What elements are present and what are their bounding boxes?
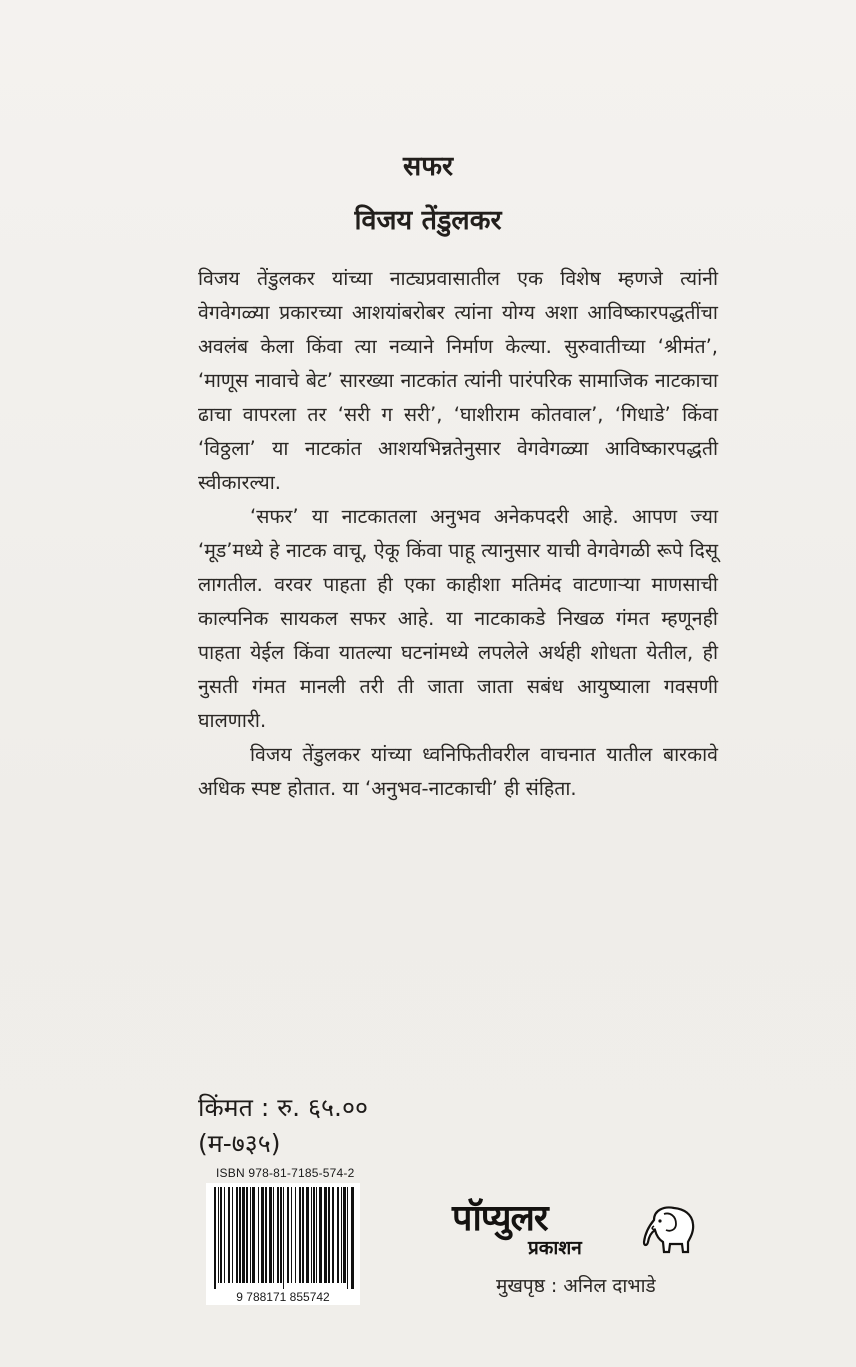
cover-credit: मुखपृष्ठ : अनिल दाभाडे: [496, 1275, 656, 1297]
barcode-digits: 9 788171 855742: [236, 1290, 330, 1304]
barcode-bar: [328, 1187, 330, 1283]
barcode-bar: [232, 1187, 233, 1283]
barcode-bar: [341, 1187, 342, 1283]
barcode-bar: [242, 1187, 245, 1283]
barcode-bar: [343, 1187, 346, 1283]
book-title: सफर: [402, 151, 454, 182]
blurb: [198, 262, 718, 806]
barcode-bar: [337, 1187, 339, 1283]
barcode-bar: [324, 1187, 327, 1283]
catalog-code: (म-७३५): [198, 1129, 281, 1158]
barcode-bar: [239, 1187, 241, 1283]
barcode-bar: [252, 1187, 255, 1283]
barcode-bars: [206, 1183, 360, 1289]
barcode-bar: [299, 1187, 301, 1283]
barcode-bar: [302, 1187, 304, 1283]
barcode-bar: [261, 1187, 264, 1283]
barcode-bar: [277, 1187, 279, 1283]
barcode-bar: [220, 1187, 222, 1283]
barcode-bar: [287, 1187, 289, 1283]
blurb-paragraph: ‘सफर’ या नाटकातला अनुभव अनेकपदरी आहे. आपण ज्या ‘मूड’मध्ये हे नाटक वाचू, ऐकू किंवा पाहू त्यानुसार याची वेगवेगळी रूपे दिसू लागतील. वरवर पाहता ही एका काहीशा मतिमंद वाटणाऱ्या माणसाची काल्पनिक सायकल सफर आहे. या नाटकाकडे निखळ गंमत म्हणूनही पाहता येईल किंवा यातल्या घटनांमध्ये लपलेले अर्थही शोधता येतील, ही नुसती गंमत मानली तरी ती जाता जाता सबंध आयुष्याला गवसणी घालणारी.: [198, 505, 718, 732]
barcode-bar: [313, 1187, 315, 1283]
barcode-bar: [351, 1187, 354, 1289]
barcode: [206, 1183, 360, 1305]
barcode-bar: [228, 1187, 230, 1283]
barcode-bar: [265, 1187, 267, 1283]
publisher-name: पॉप्युलर: [452, 1198, 548, 1239]
barcode-bar: [283, 1187, 284, 1289]
barcode-bar: [332, 1187, 334, 1283]
barcode-bar: [246, 1187, 248, 1283]
isbn: ISBN 978-81-7185-574-2: [216, 1166, 355, 1180]
barcode-bar: [236, 1187, 238, 1283]
blurb-paragraph: विजय तेंडुलकर यांच्या ध्वनिफितीवरील वाचनात यातील बारकावे अधिक स्पष्ट होतात. या ‘अनुभव-नाटकाची’ ही संहिता.: [198, 743, 718, 800]
barcode-bar: [269, 1187, 272, 1283]
elephant-logo-icon: [640, 1202, 700, 1258]
blurb-paragraph: विजय तेंडुलकर यांच्या नाट्यप्रवासातील एक विशेष म्हणजे त्यांनी वेगवेगळ्या प्रकारच्या आशयांबरोबर त्यांना योग्य अशा आविष्कारपद्धतींचा अवलंब केला किंवा त्या नव्याने निर्माण केल्या. सुरुवातीच्या ‘श्रीमंत’, ‘माणूस नावाचे बेट’ सारख्या नाटकांत त्यांनी पारंपरिक सामाजिक नाटकाचा ढाचा वापरला तर ‘सरी ग सरी’, ‘घाशीराम कोतवाल’, ‘गिधाडे’ किंवा ‘विठ्ठला’ या नाटकांत आशयभिन्नतेनुसार वेगवेगळ्या आविष्कारपद्धती स्वीकारल्या.: [198, 267, 718, 494]
barcode-bar: [291, 1187, 292, 1283]
barcode-bar: [218, 1187, 219, 1283]
barcode-bar: [347, 1187, 348, 1289]
barcode-bar: [295, 1187, 296, 1283]
publisher-subtitle: प्रकाशन: [528, 1237, 582, 1259]
barcode-bar: [214, 1187, 216, 1289]
barcode-bar: [311, 1187, 312, 1283]
barcode-bar: [316, 1187, 317, 1283]
barcode-bar: [306, 1187, 309, 1283]
price: किंमत : रु. ६५.००: [198, 1093, 368, 1122]
barcode-bar: [280, 1187, 282, 1283]
barcode-bar: [250, 1187, 251, 1283]
barcode-bar: [319, 1187, 322, 1283]
book-author: विजय तेंडुलकर: [354, 205, 502, 236]
barcode-bar: [258, 1187, 259, 1283]
barcode-bar: [273, 1187, 274, 1283]
barcode-bar: [224, 1187, 225, 1283]
